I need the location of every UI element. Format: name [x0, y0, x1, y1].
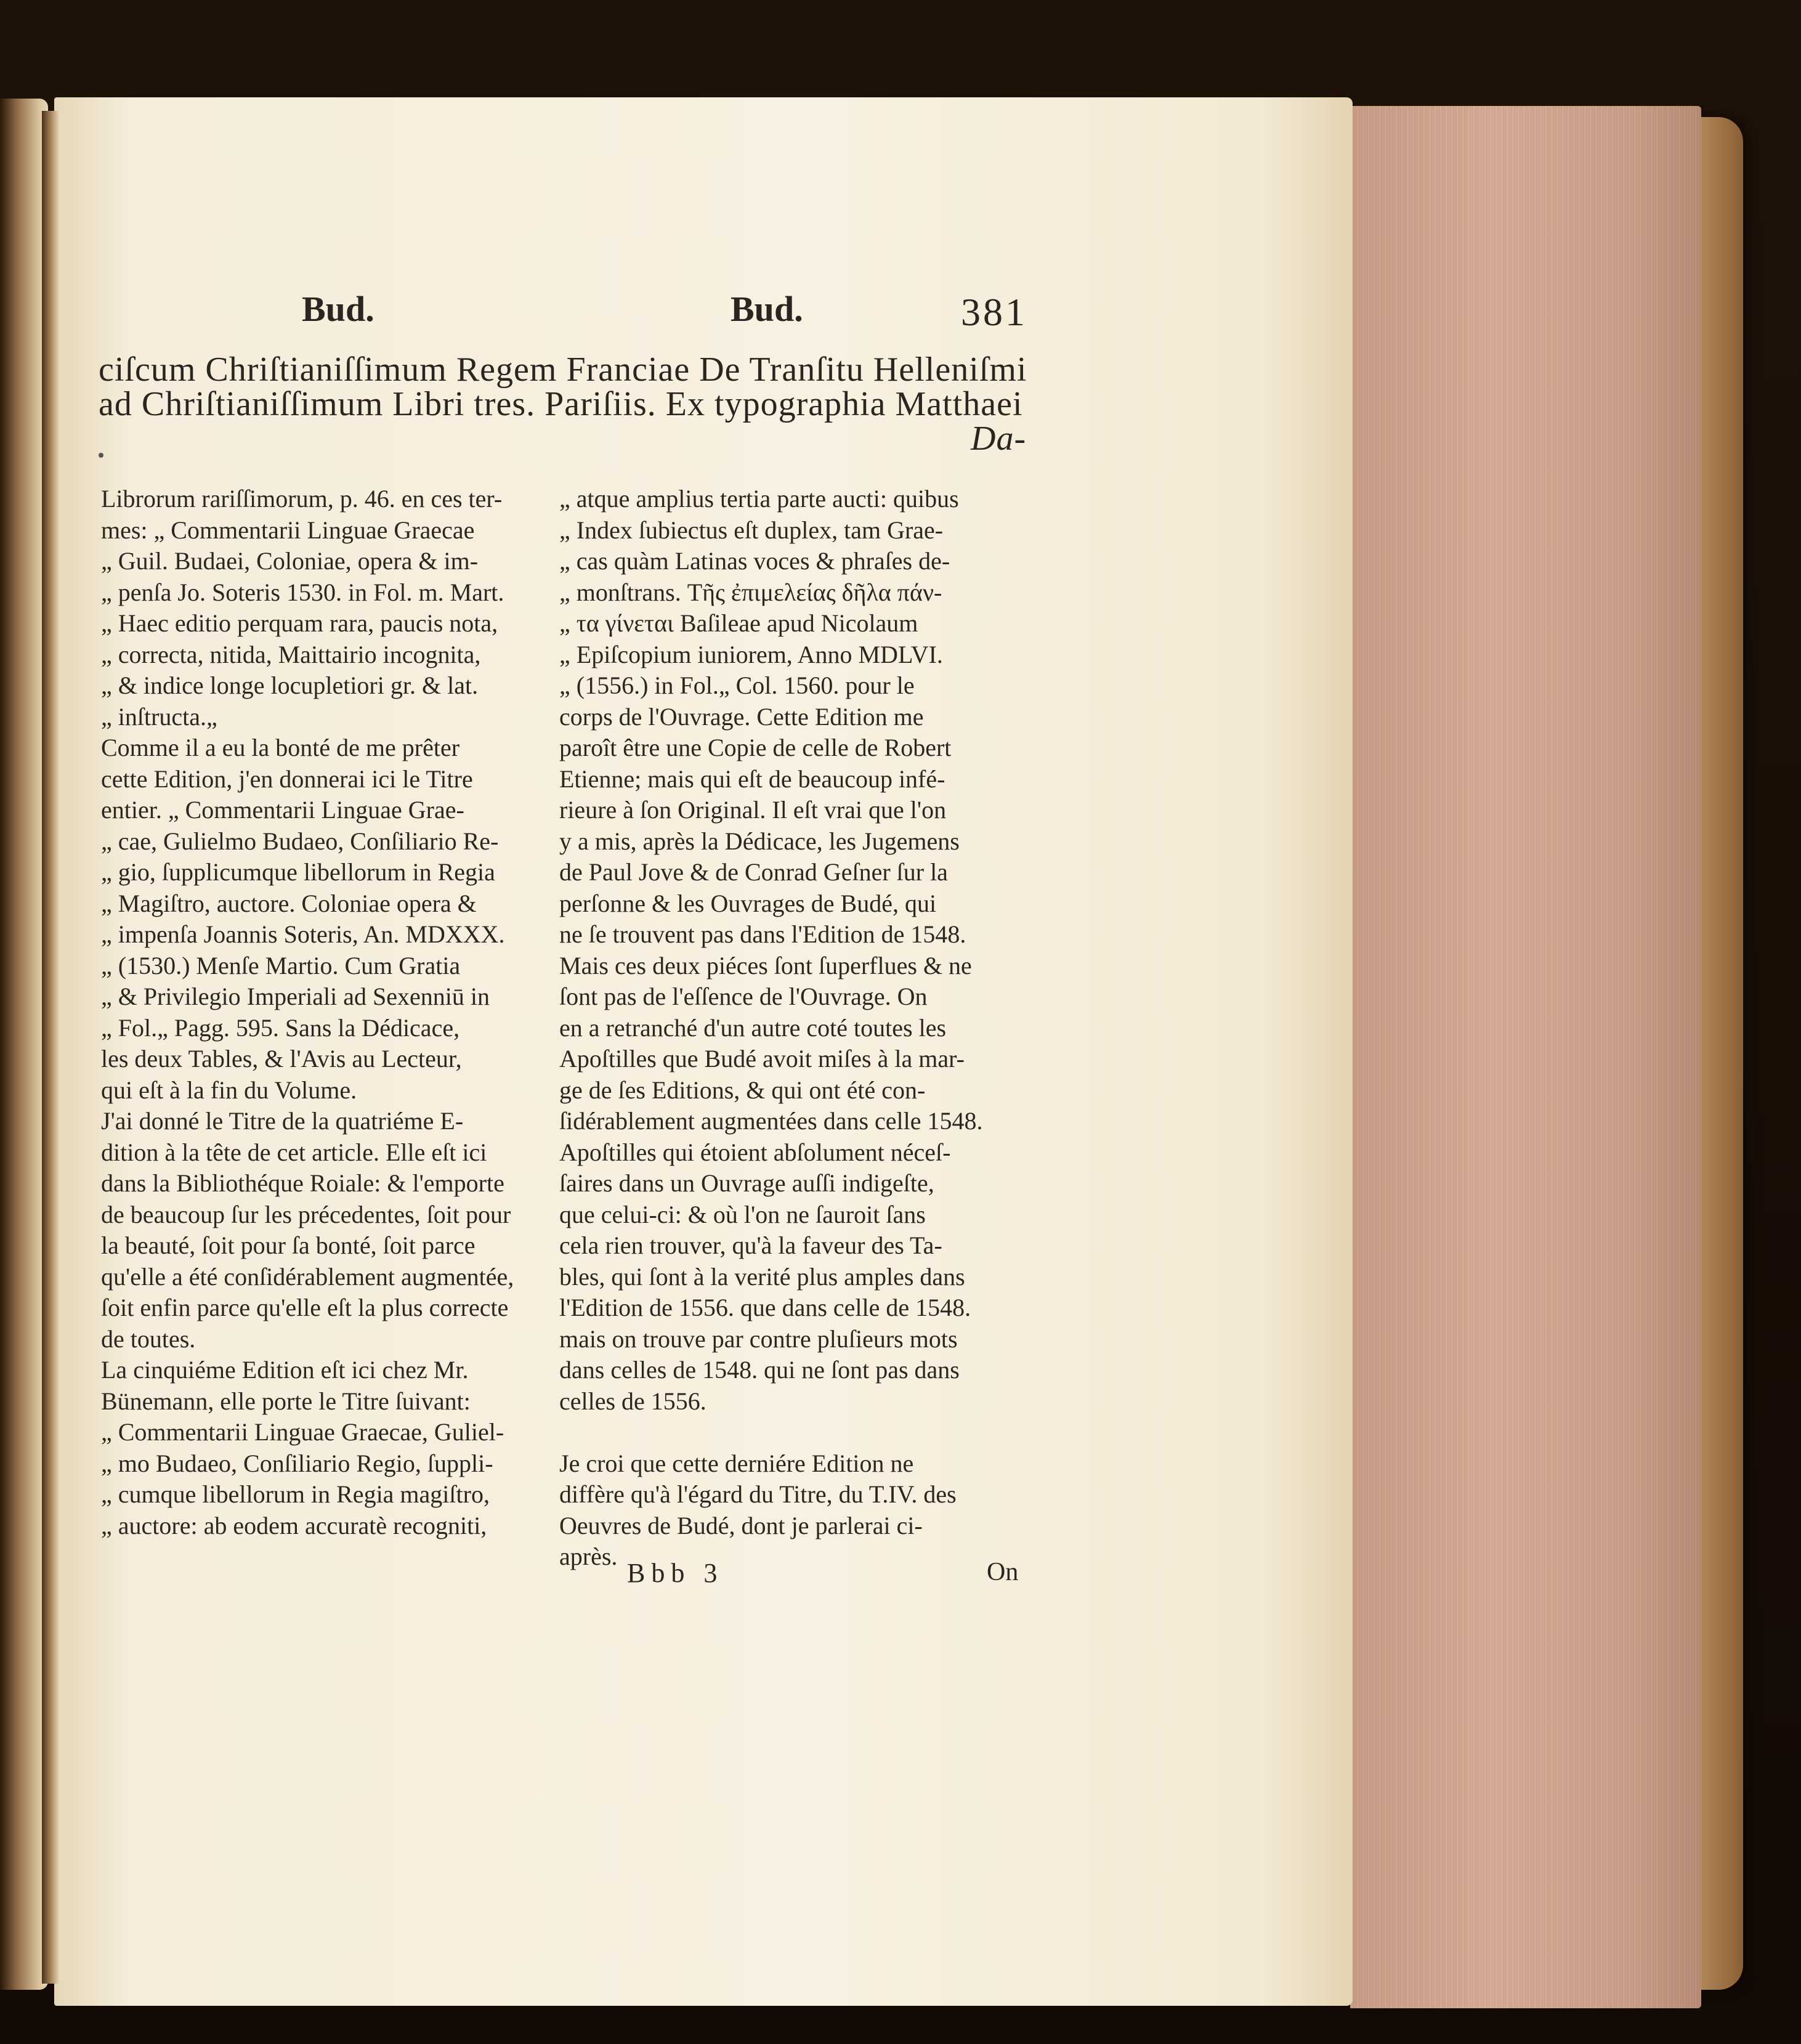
text-line: „ (1530.) Menſe Martio. Cum Gratia: [101, 951, 461, 979]
text-line: „ auctore: ab eodem accuratè recogniti,: [101, 1511, 487, 1539]
text-line: „ Fol.„ Pagg. 595. Sans la Dédicace,: [101, 1013, 460, 1042]
text-line: „ & Privilegio Imperiali ad Sexenniū in: [101, 983, 490, 1010]
margin-dot: [99, 453, 103, 458]
text-line: „ impenſa Joannis Soteris, An. MDXXX.: [101, 920, 505, 948]
text-line: Apoſtilles qui étoient abſolument néceſ-: [559, 1138, 951, 1166]
text-line: dans celles de 1548. qui ne ſont pas dans: [559, 1356, 960, 1384]
text-line: après.: [559, 1543, 618, 1570]
text-line: rieure à ſon Original. Il eſt vrai que l'on: [559, 796, 947, 824]
right-column: [559, 484, 1021, 1573]
left-page-edge: [0, 99, 48, 1990]
text-line: de beaucoup ſur les précedentes, ſoit pour: [101, 1200, 511, 1228]
text-line: „ mo Budaeo, Conſiliario Regio, ſuppli-: [101, 1449, 493, 1477]
text-line: Apoſtilles que Budé avoit miſes à la mar-: [559, 1045, 965, 1073]
text-line: bles, qui ſont à la verité plus amples dans: [559, 1262, 965, 1291]
text-line: qu'elle a été conſidérablement augmentée,: [101, 1262, 514, 1291]
title-line: ciſcum Chriſtianiſſimum Regem Franciae De Tranſitu Helleniſmi: [99, 351, 1027, 389]
text-line: diffère qu'à l'égard du Titre, du T.IV. des: [559, 1480, 957, 1508]
text-line: „ (1556.) in Fol.„ Col. 1560. pour le: [559, 671, 915, 699]
gutter: [42, 111, 60, 1984]
text-line: „ Index ſubiectus eſt duplex, tam Grae-: [559, 516, 944, 544]
text-line: La cinquiéme Edition eſt ici chez Mr.: [101, 1356, 469, 1384]
text-line: „ Commentarii Linguae Graecae, Guliel-: [101, 1418, 504, 1446]
text-line: cette Edition, j'en donnerai ici le Titre: [101, 764, 473, 793]
text-line: Librorum rariſſimorum, p. 46. en ces ter-: [101, 485, 503, 513]
text-line: de Paul Jove & de Conrad Geſner ſur la: [559, 858, 948, 886]
text-line: ſaires dans un Ouvrage auſſi indigeſte,: [559, 1169, 934, 1197]
text-line: mais on trouve par contre pluſieurs mots: [559, 1324, 958, 1353]
text-line: entier. „ Commentarii Linguae Grae-: [101, 796, 464, 824]
text-line: Oeuvres de Budé, dont je parlerai ci-: [559, 1511, 923, 1539]
text-line: celles de 1556.: [559, 1387, 706, 1415]
left-column: [101, 484, 532, 1541]
text-line: cela rien trouver, qu'à la faveur des Ta-: [559, 1231, 942, 1259]
text-line: „ cas quàm Latinas voces & phraſes de-: [559, 547, 950, 575]
text-line: „ τα γίνεται Baſileae apud Nicolaum: [559, 609, 918, 637]
text-line: qui eſt à la fin du Volume.: [101, 1076, 357, 1104]
text-line: paroît être une Copie de celle de Robert: [559, 734, 952, 761]
page-number: 381: [961, 290, 1027, 334]
text-line: dition à la tête de cet article. Elle eſt ici: [101, 1138, 487, 1166]
text-line: „ Haec editio perquam rara, paucis nota,: [101, 609, 498, 637]
text-line: ſidérablement augmentées dans celle 1548.: [559, 1107, 983, 1135]
text-line: perſonne & les Ouvrages de Budé, qui: [559, 889, 937, 917]
text-line: Mais ces deux piéces ſont ſuperflues & ne: [559, 951, 972, 979]
page-block-edge: [1350, 106, 1701, 2008]
text-line: J'ai donné le Titre de la quatriéme E-: [101, 1107, 464, 1135]
signature-mark: Bbb 3: [627, 1558, 724, 1588]
text-line: [559, 1417, 1021, 1448]
text-line: „ atque amplius tertia parte aucti: quibus: [559, 485, 959, 513]
text-line: la beauté, ſoit pour ſa bonté, ſoit parce: [101, 1231, 476, 1259]
title-line: Da-: [971, 420, 1027, 458]
text-line: „ gio, ſupplicumque libellorum in Regia: [101, 858, 495, 886]
text-line: Je croi que cette derniére Edition ne: [559, 1449, 914, 1477]
text-line: ſoit enfin parce qu'elle eſt la plus correcte: [101, 1294, 509, 1321]
text-line: mes: „ Commentarii Linguae Graecae: [101, 516, 475, 544]
text-line: ſont pas de l'eſſence de l'Ouvrage. On: [559, 983, 928, 1010]
text-line: „ Epiſcopium iuniorem, Anno MDLVI.: [559, 640, 943, 668]
text-line: les deux Tables, & l'Avis au Lecteur,: [101, 1045, 462, 1073]
text-line: corps de l'Ouvrage. Cette Edition me: [559, 702, 924, 731]
text-line: „ cae, Gulielmo Budaeo, Conſiliario Re-: [101, 827, 499, 855]
text-line: y a mis, après la Dédicace, les Jugemens: [559, 827, 960, 855]
text-line: que celui-ci: & où l'on ne ſauroit ſans: [559, 1200, 926, 1228]
text-line: Bünemann, elle porte le Titre ſuivant:: [101, 1387, 471, 1415]
text-line: „ & indice longe locupletiori gr. & lat.: [101, 671, 479, 699]
text-line: de toutes.: [101, 1324, 196, 1353]
text-line: dans la Bibliothéque Roiale: & l'emporte: [101, 1169, 504, 1197]
title-line: ad Chriſtianiſſimum Libri tres. Pariſiis. Ex typographia Matthaei: [99, 385, 1023, 423]
text-line: Comme il a eu la bonté de me prêter: [101, 734, 460, 761]
text-line: ge de ſes Editions, & qui ont été con-: [559, 1076, 926, 1104]
text-line: „ monſtrans. Τῆς ἐπιμελείας δῆλα πάν-: [559, 578, 942, 606]
catchword: On: [987, 1558, 1019, 1586]
text-line: Etienne; mais qui eſt de beaucoup infé-: [559, 764, 945, 793]
text-line: „ penſa Jo. Soteris 1530. in Fol. m. Mart.: [101, 578, 504, 606]
text-line: „ correcta, nitida, Maittairio incognita,: [101, 640, 481, 668]
running-head-left: Bud.: [302, 289, 374, 329]
text-line: „ Guil. Budaei, Coloniae, opera & im-: [101, 547, 479, 575]
text-line: „ Magiſtro, auctore. Coloniae opera &: [101, 889, 477, 917]
text-line: „ cumque libellorum in Regia magiſtro,: [101, 1480, 490, 1508]
text-line: l'Edition de 1556. que dans celle de 1548.: [559, 1294, 971, 1321]
running-head-center: Bud.: [731, 289, 803, 329]
text-line: ne ſe trouvent pas dans l'Edition de 1548.: [559, 920, 966, 948]
text-line: „ inſtructa.„: [101, 702, 217, 731]
text-line: en a retranché d'un autre coté toutes les: [559, 1013, 947, 1042]
